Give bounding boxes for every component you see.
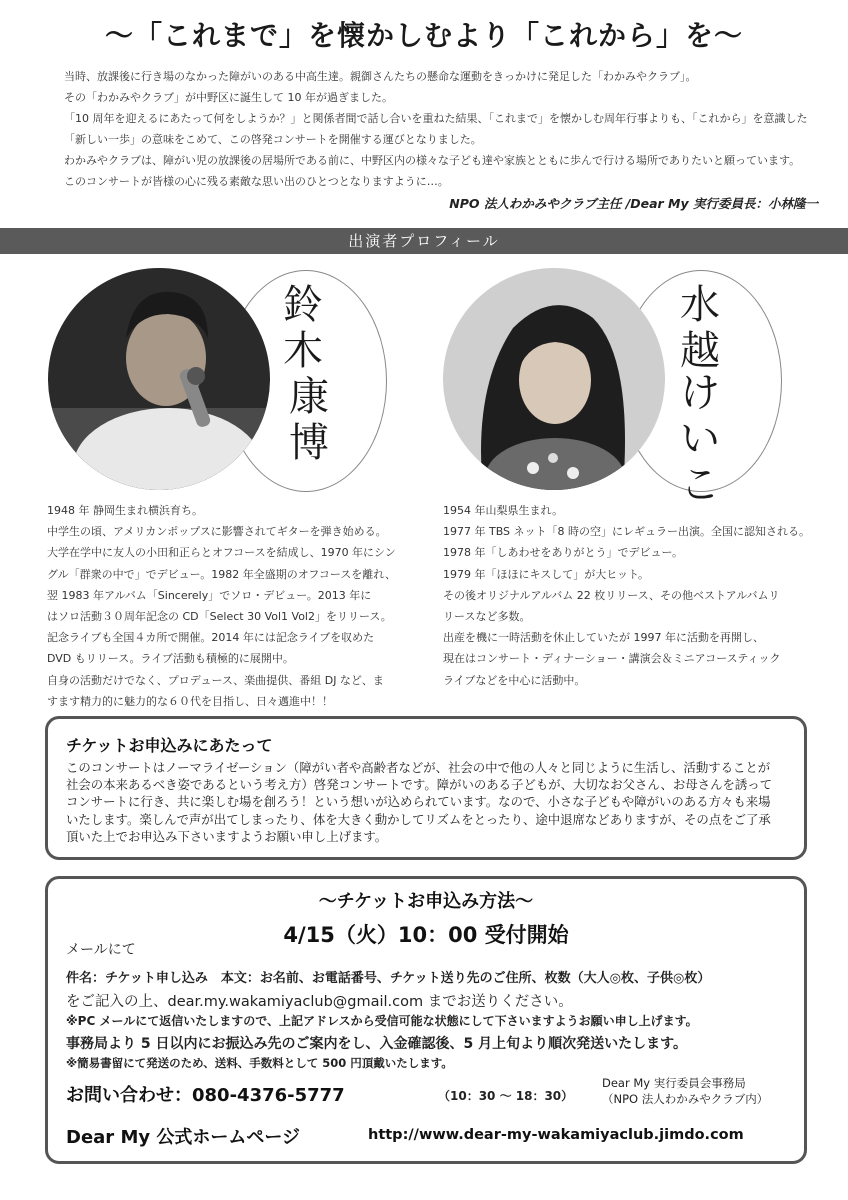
bio-line: はソロ活動３０周年記念の CD「Select 30 Vol1 Vol2」をリリース。 <box>47 610 392 624</box>
mizukoshi-name-given: け い こ <box>680 370 720 508</box>
apply-note-reply: ※PC メールにて返信いたしますので、上記アドレスから受信可能な状態にして下さいますようお願い申し上げます。 <box>66 1014 698 1028</box>
mizukoshi-bio <box>443 500 811 691</box>
apply-method: メールにて <box>66 942 136 958</box>
intro-text <box>64 66 824 192</box>
apply-note-fee: ※簡易書留にて発送のため、送料、手数料として 500 円頂戴いたします。 <box>66 1056 453 1070</box>
suzuki-name-family: 鈴 木 <box>283 282 323 374</box>
bio-line: ライブなどを中心に活動中。 <box>443 673 586 687</box>
notes-line: 頂いた上でお申込み下さいますようお願い申し上げます。 <box>66 828 388 844</box>
bio-line: 出産を機に一時活動を休止していたが 1997 年に活動を再開し、 <box>443 631 764 645</box>
bio-line: 翌 1983 年アルバム「Sincerely」でソロ・デビュー。2013 年に <box>47 588 372 602</box>
contact-phone[interactable]: お問い合わせ：080-4376-5777 <box>66 1085 345 1106</box>
ticket-notes-title: チケットお申込みにあたって <box>66 736 273 755</box>
mizukoshi-name-family: 水 越 <box>680 282 720 374</box>
bio-line: 1978 年「しあわせをありがとう」でデビュー。 <box>443 546 684 560</box>
bio-line: 1948 年 静岡生まれ横浜育ち。 <box>47 504 203 517</box>
bio-line: 1977 年 TBS ネット「8 時の空」にレギュラー出演。全国に認知される。 <box>443 525 811 539</box>
apply-box <box>45 876 807 1164</box>
bio-line: リースなど多数。 <box>443 610 531 624</box>
intro-line: 「新しい一歩」の意味をこめて、この啓発コンサートを開催する運びとなりました。 <box>64 133 482 146</box>
suzuki-name-col2 <box>286 374 332 466</box>
apply-email-line[interactable]: をご記入の上、dear.my.wakamiyaclub@gmail.com までお送りください。 <box>66 994 573 1010</box>
mizukoshi-name-col1 <box>677 282 723 374</box>
intro-line: 当時、放課後に行き場のなかった障がいのある中高生達。親御さんたちの懸命な運動をきっかけに発足した「わかみやクラブ」。 <box>64 70 697 83</box>
mizukoshi-photo <box>443 268 665 490</box>
notes-line: いたします。楽しんで声が出てしまったり、体を大きく動かしてリズムをとったり、途中退席などありますが、その点をご了承 <box>66 811 771 827</box>
apply-subject: 件名：チケット申し込み 本文：お名前、お電話番号、チケット送り先のご住所、枚数（大人◎枚、子供◎枚） <box>66 971 711 986</box>
suzuki-photo <box>48 268 270 490</box>
ticket-notes-box <box>45 716 807 860</box>
bio-line: 1979 年「ほほにキスして」が大ヒット。 <box>443 567 649 581</box>
bio-line: 1954 年山梨県生まれ。 <box>443 504 564 517</box>
bio-line: 記念ライブも全国４カ所で開催。2014 年には記念ライブを収めた <box>47 631 375 645</box>
bio-line: 大学在学中に友人の小田和正らとオフコースを結成し、1970 年にシン <box>47 546 396 560</box>
intro-line: このコンサートが皆様の心に残る素敵な思い出のひとつとなりますように…。 <box>64 175 449 188</box>
notes-line: コンサートに行き、共に楽しむ場を創ろう！という想いが込められています。なので、小さな子どもや障がいのある方々も来場 <box>66 794 771 810</box>
notes-line: このコンサートはノーマライゼーション（障がい者や高齢者などが、社会の中で他の人々と同じように生活し、活動することが <box>66 760 771 775</box>
profile-header: 出演者プロフィール <box>0 228 848 254</box>
bio-line: その後オリジナルアルバム 22 枚リリース、その他ベストアルバムリ <box>443 588 780 602</box>
intro-line: わかみやクラブは、障がい児の放課後の居場所である前に、中野区内の様々な子ども達や家族とともに歩んで行ける場所でありたいと願っています。 <box>64 154 801 167</box>
homepage-link[interactable]: http://www.dear-my-wakamiyaclub.jimdo.com <box>368 1127 744 1143</box>
apply-title: ～チケットお申込み方法～ <box>318 891 534 912</box>
intro-line: 「10 周年を迎えるにあたって何をしようか？」と関係者間で話し合いを重ねた結果、「これまで」を懐かしむ周年行事よりも、「これから」を意識した <box>64 112 808 125</box>
signature: NPO 法人わかみやクラブ主任 /Dear My 実行委員長：小林隆一 <box>449 196 818 211</box>
suzuki-name-given: 康 博 <box>289 374 329 466</box>
intro-line: その「わかみやクラブ」が中野区に誕生して 10 年が過ぎました。 <box>64 91 393 104</box>
bio-line: 現在はコンサート・ディナーショー・講演会＆ミニアコースティック <box>443 652 781 666</box>
office-info <box>602 1075 768 1107</box>
bio-line: 自身の活動だけでなく、プロデュース、楽曲提供、番組 DJ など、ま <box>47 673 384 687</box>
contact-hours: （10：30 ～ 18：30） <box>438 1089 574 1103</box>
apply-date: 4/15（火）10：00 受付開始 <box>283 923 569 947</box>
notes-line: 社会の本来あるべき姿であるという考え方）啓発コンサートです。障がいのある子どもが、大切なお父さん、お母さんを誘って <box>66 777 773 793</box>
suzuki-bio <box>47 500 412 712</box>
bio-line: グル「群衆の中で」でデビュー。1982 年全盛期のオフコースを離れ、 <box>47 567 396 581</box>
bio-line: すます精力的に魅力的な６０代を目指し、日々邁進中！！ <box>47 694 333 708</box>
homepage-label: Dear My 公式ホームページ <box>66 1127 300 1148</box>
apply-note-shipping: 事務局より 5 日以内にお振込み先のご案内をし、入金確認後、5 月上旬より順次発送いたします。 <box>66 1036 687 1052</box>
bio-line: DVD もリリース。ライブ活動も積極的に展開中。 <box>47 652 294 666</box>
bio-line: 中学生の頃、アメリカンポップスに影響されてギターを弾き始める。 <box>47 525 387 539</box>
office-line: （NPO 法人わかみやクラブ内） <box>602 1092 769 1106</box>
ticket-notes-body <box>66 759 791 845</box>
mizukoshi-name-col2 <box>677 370 723 508</box>
suzuki-name-col1 <box>280 282 326 374</box>
headline: ～「これまで」を懐かしむより「これから」を～ <box>104 19 743 52</box>
office-line: Dear My 実行委員会事務局 <box>602 1076 746 1090</box>
